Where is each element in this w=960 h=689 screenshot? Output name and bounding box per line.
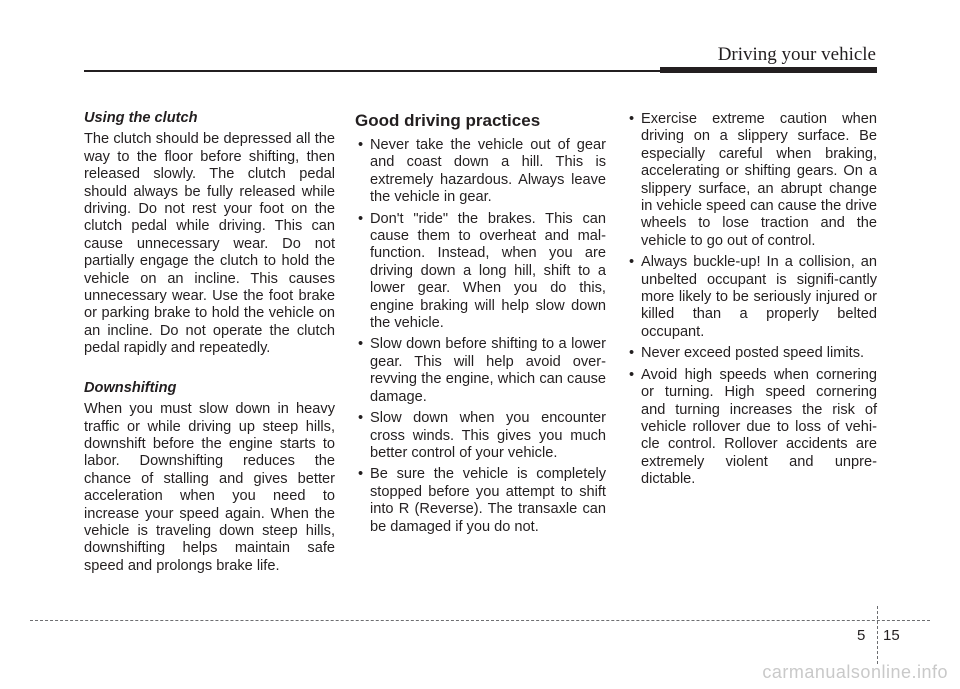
list-item: • Slow down before shifting to a lower gear. This will help avoid over-revving the engine, which can cause damage.: [355, 336, 606, 406]
section-title: Good driving practices: [355, 111, 541, 130]
footer-rule: [30, 620, 930, 621]
running-header: Driving your vehicle: [717, 44, 876, 65]
practices-list: [355, 137, 606, 536]
header-rule-accent: [660, 67, 877, 73]
practices-list-continued: [626, 111, 877, 489]
footer-separator: [877, 606, 878, 664]
header-rule: [84, 70, 662, 72]
watermark: carmanualsonline.info: [762, 662, 948, 682]
downshifting-paragraph: When you must slow down in heavy traffic or while driving up steep hills, downshift before the engine starts to labor. Downshifting reduces the chance of stalling and gives better acceleration when you need to increase your speed again. When the vehicle is traveling down steep hills, downshifting helps maintain safe speed and prolongs brake life.: [84, 401, 335, 574]
downshifting-heading: Downshifting: [84, 379, 177, 396]
column-left: [84, 110, 335, 575]
list-item: • Avoid high speeds when cornering or turning. High speed cornering and turning increases the risk of vehicle rollover due to loss of vehi-cle control. Rollover accidents are extremely violent and unpre-dictable.: [626, 367, 877, 489]
page-number: 15: [883, 627, 900, 644]
list-item: • Never take the vehicle out of gear and coast down a hill. This is extremely hazardous. Always leave the vehicle in gear.: [355, 137, 606, 207]
clutch-paragraph: The clutch should be depressed all the way to the floor before shifting, then released slowly. The clutch pedal should always be fully released while driving. Do not rest your foot on the clutch pedal while driving. This can cause unnecessary wear. Do not partially engage the clutch to hold the vehicle on an incline. This causes unnecessary wear. Use the foot brake or parking brake to hold the vehicle on an incline. Do not operate the clutch pedal rapidly and repeatedly.: [84, 131, 335, 357]
chapter-number: 5: [857, 627, 866, 644]
list-item: • Never exceed posted speed limits.: [626, 345, 877, 362]
column-right: [626, 111, 877, 493]
list-item: • Don't "ride" the brakes. This can cause them to overheat and mal-function. Instead, when you are driving down a long hill, shift to a lower gear. When you do this, engine braking will help slow down the vehicle.: [355, 211, 606, 333]
list-item: • Always buckle-up! In a collision, an unbelted occupant is signifi-cantly more likely to be seriously injured or killed than a properly belted occupant.: [626, 254, 877, 341]
column-middle: [355, 111, 606, 540]
list-item: • Be sure the vehicle is completely stopped before you attempt to shift into R (Reverse). The transaxle can be damaged if you do not.: [355, 466, 606, 536]
list-item: • Exercise extreme caution when driving on a slippery surface. Be especially careful when braking, accelerating or shifting gears. On a slippery surface, an abrupt change in vehicle speed can cause the drive wheels to lose traction and the vehicle to go out of control.: [626, 111, 877, 250]
list-item: • Slow down when you encounter cross winds. This gives you much better control of your vehicle.: [355, 410, 606, 462]
clutch-heading: Using the clutch: [84, 110, 198, 126]
